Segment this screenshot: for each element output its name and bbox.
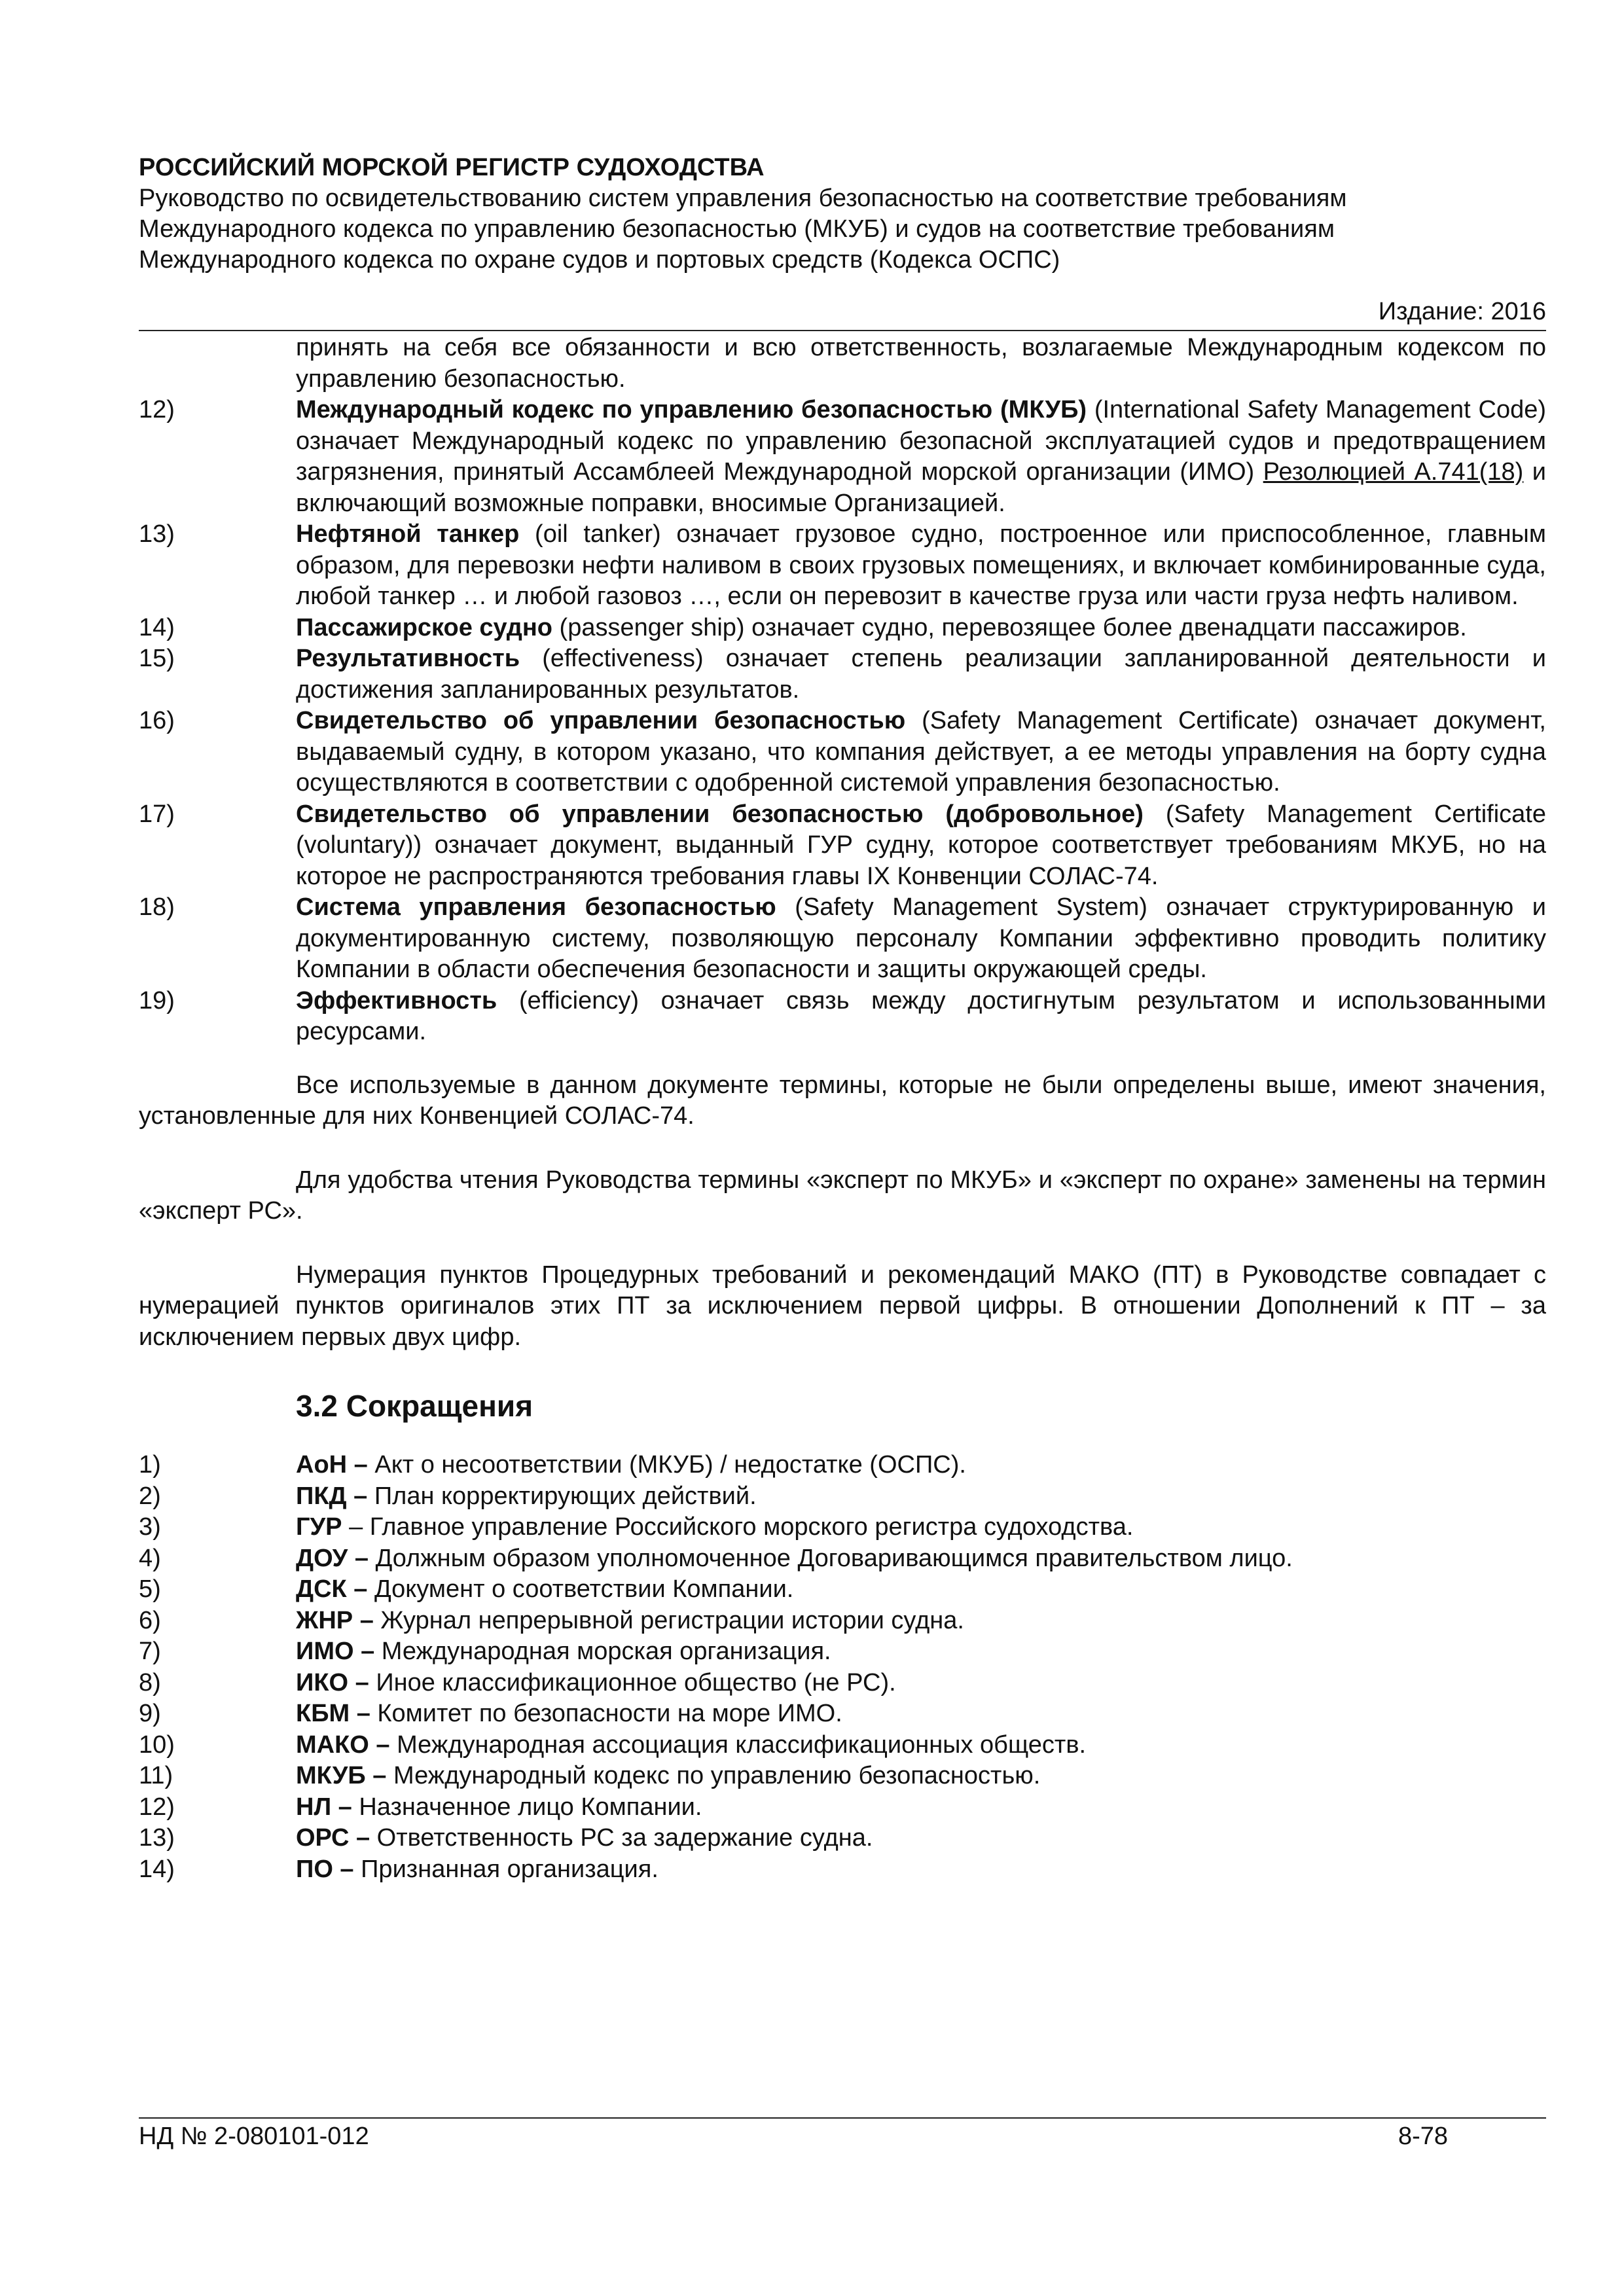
term: Свидетельство об управлении безопасностью <box>296 707 906 734</box>
abbreviation: ИМО – <box>296 1638 375 1665</box>
definition-item: 15) Результативность (effectiveness) означает степень реализации запланированной деятельности и достижения запланированных результатов. <box>139 643 1546 706</box>
item-number: 8) <box>139 1668 161 1696</box>
abbreviation: ОРС – <box>296 1824 370 1852</box>
item-number: 13) <box>139 520 175 548</box>
item-number: 7) <box>139 1638 161 1665</box>
document-number: НД № 2-080101-012 <box>139 2123 369 2150</box>
abbreviation: МАКО – <box>296 1731 390 1759</box>
item-number: 3) <box>139 1513 161 1541</box>
abbreviation: ПКД – <box>296 1482 368 1510</box>
abbreviation: ДОУ – <box>296 1544 369 1572</box>
paragraph: Нумерация пунктов Процедурных требований и рекомендаций МАКО (ПТ) в Руководстве совпадает с нумерацией пунктов оригиналов этих ПТ за исключением первой цифры. В отношении Дополнений к ПТ – за исключением первых двух цифр. <box>139 1261 1546 1351</box>
abbreviation-item: 14) ПО – Признанная организация. <box>139 1854 1546 1886</box>
item-number: 1) <box>139 1451 161 1479</box>
item-number: 5) <box>139 1575 161 1603</box>
footer-divider <box>139 2117 1546 2119</box>
definition-item: 19) Эффективность (efficiency) означает связь между достигнутым результатом и использованными ресурсами. <box>139 986 1546 1048</box>
header-divider <box>139 330 1546 331</box>
abbreviation-item: 4) ДОУ – Должным образом уполномоченное Договаривающимся правительством лицо. <box>139 1543 1546 1575</box>
item-number: 11) <box>139 1762 173 1789</box>
item-number: 4) <box>139 1544 161 1572</box>
resolution-link[interactable]: Резолюцией A.741(18) <box>1263 458 1524 486</box>
abbreviation-item: 5) ДСК – Документ о соответствии Компании. <box>139 1574 1546 1605</box>
item-number: 10) <box>139 1731 175 1759</box>
definition-item: 16) Свидетельство об управлении безопасностью (Safety Management Certificate) означает документ, выдаваемый судну, в котором указано, что компания действует, а ее методы управления на борту судна осуществляются в соответствии с одобренной системой управления безопасностью. <box>139 706 1546 799</box>
organization-title: РОССИЙСКИЙ МОРСКОЙ РЕГИСТР СУДОХОДСТВА <box>139 154 765 181</box>
edition-label: Издание: 2016 <box>1378 298 1546 325</box>
definition-item: 18) Система управления безопасностью (Safety Management System) означает структурированную и документированную систему, позволяющую персоналу Компании эффективно проводить политику Компании в области обеспечения безопасности и защиты окружающей среды. <box>139 892 1546 986</box>
abbreviation-item: 12) НЛ – Назначенное лицо Компании. <box>139 1792 1546 1823</box>
abbreviation-item: 2) ПКД – План корректирующих действий. <box>139 1481 1546 1513</box>
abbreviation: ИКО – <box>296 1668 369 1696</box>
abbreviation: ЖНР – <box>296 1606 374 1634</box>
term: Пассажирское судно <box>296 613 552 641</box>
paragraph: Для удобства чтения Руководства термины «эксперт по МКУБ» и «эксперт по охране» заменены на термин «эксперт РС». <box>139 1166 1546 1225</box>
definition-item: 12) Международный кодекс по управлению безопасностью (МКУБ) (International Safety Management Code) означает Международный кодекс по управлению безопасной эксплуатацией судов и предотвращением загрязнения, принятый Ассамблеей Международной морской организации (ИМО) Резолюцией A.741(18) и включающий возможные поправки, вносимые Организацией. <box>139 395 1546 519</box>
term: Система управления безопасностью <box>296 893 776 921</box>
item-number: 18) <box>139 893 175 921</box>
abbreviation-item: 11) МКУБ – Международный кодекс по управлению безопасностью. <box>139 1761 1546 1792</box>
item-number: 14) <box>139 613 175 641</box>
definition-item: 14) Пассажирское судно (passenger ship) означает судно, перевозящее более двенадцати пассажиров. <box>139 613 1546 644</box>
paragraph: Все используемые в данном документе термины, которые не были определены выше, имеют значения, установленные для них Конвенцией СОЛАС-74. <box>139 1071 1546 1130</box>
abbreviation-item: 13) ОРС – Ответственность РС за задержание судна. <box>139 1823 1546 1854</box>
item-number: 13) <box>139 1824 175 1852</box>
term: Эффективность <box>296 986 497 1014</box>
item-number: 19) <box>139 986 175 1014</box>
abbreviation: КБМ – <box>296 1700 370 1727</box>
abbreviation-item: 1) АоН – Акт о несоответствии (МКУБ) / недостатке (ОСПС). <box>139 1450 1546 1481</box>
guide-title-line-3: Международного кодекса по охране судов и портовых средств (Кодекса ОСПС) <box>139 246 1060 274</box>
abbreviation-item: 7) ИМО – Международная морская организация. <box>139 1636 1546 1668</box>
abbreviation-item: 10) МАКО – Международная ассоциация классификационных обществ. <box>139 1730 1546 1761</box>
page-number: 8-78 <box>1398 2123 1448 2150</box>
item-number: 12) <box>139 396 175 423</box>
abbreviation-item: 9) КБМ – Комитет по безопасности на море ИМО. <box>139 1698 1546 1730</box>
item-number: 14) <box>139 1855 175 1883</box>
item-number: 9) <box>139 1700 161 1727</box>
abbreviation: АоН – <box>296 1451 368 1479</box>
continuation-text: принять на себя все обязанности и всю ответственность, возлагаемые Международным кодексом по управлению безопасностью. <box>296 334 1546 393</box>
item-number: 16) <box>139 707 175 734</box>
section-heading: 3.2 Сокращения <box>296 1389 533 1423</box>
document-header <box>139 152 1546 276</box>
definition-item: 13) Нефтяной танкер (oil tanker) означает грузовое судно, построенное или приспособленное, главным образом, для перевозки нефти наливом в своих грузовых помещениях, и включает комбинированные суда, любой танкер … и любой газовоз …, если он перевозит в качестве груза или части груза нефть наливом. <box>139 519 1546 613</box>
guide-title-line-1: Руководство по освидетельствованию систем управления безопасностью на соответствие требованиям <box>139 185 1347 212</box>
item-number: 12) <box>139 1793 175 1821</box>
abbreviation: ПО – <box>296 1855 354 1883</box>
guide-title-line-2: Международного кодекса по управлению безопасностью (МКУБ) и судов на соответствие требованиям <box>139 215 1335 243</box>
definition-item: 17) Свидетельство об управлении безопасностью (добровольное) (Safety Management Certificate (voluntary)) означает документ, выданный ГУР судну, которое соответствует требованиям МКУБ, но на которое не распространяются требования главы IX Конвенции СОЛАС-74. <box>139 799 1546 893</box>
item-number: 6) <box>139 1606 161 1634</box>
term: Нефтяной танкер <box>296 520 520 548</box>
page-body <box>139 332 1546 1885</box>
term: Свидетельство об управлении безопасностью (добровольное) <box>296 800 1144 828</box>
item-number: 17) <box>139 800 175 828</box>
abbreviation-item: 6) ЖНР – Журнал непрерывной регистрации истории судна. <box>139 1605 1546 1637</box>
item-number: 15) <box>139 645 175 672</box>
term: Результативность <box>296 645 520 672</box>
abbreviation-item: 3) ГУР – Главное управление Российского морского регистра судоходства. <box>139 1512 1546 1543</box>
abbreviation: ГУР <box>296 1513 342 1541</box>
term: Международный кодекс по управлению безопасностью (МКУБ) <box>296 396 1087 423</box>
item-number: 2) <box>139 1482 161 1510</box>
abbreviation: ДСК – <box>296 1575 368 1603</box>
abbreviation: НЛ – <box>296 1793 352 1821</box>
abbreviation: МКУБ – <box>296 1762 387 1789</box>
abbreviation-item: 8) ИКО – Иное классификационное общество (не РС). <box>139 1668 1546 1699</box>
